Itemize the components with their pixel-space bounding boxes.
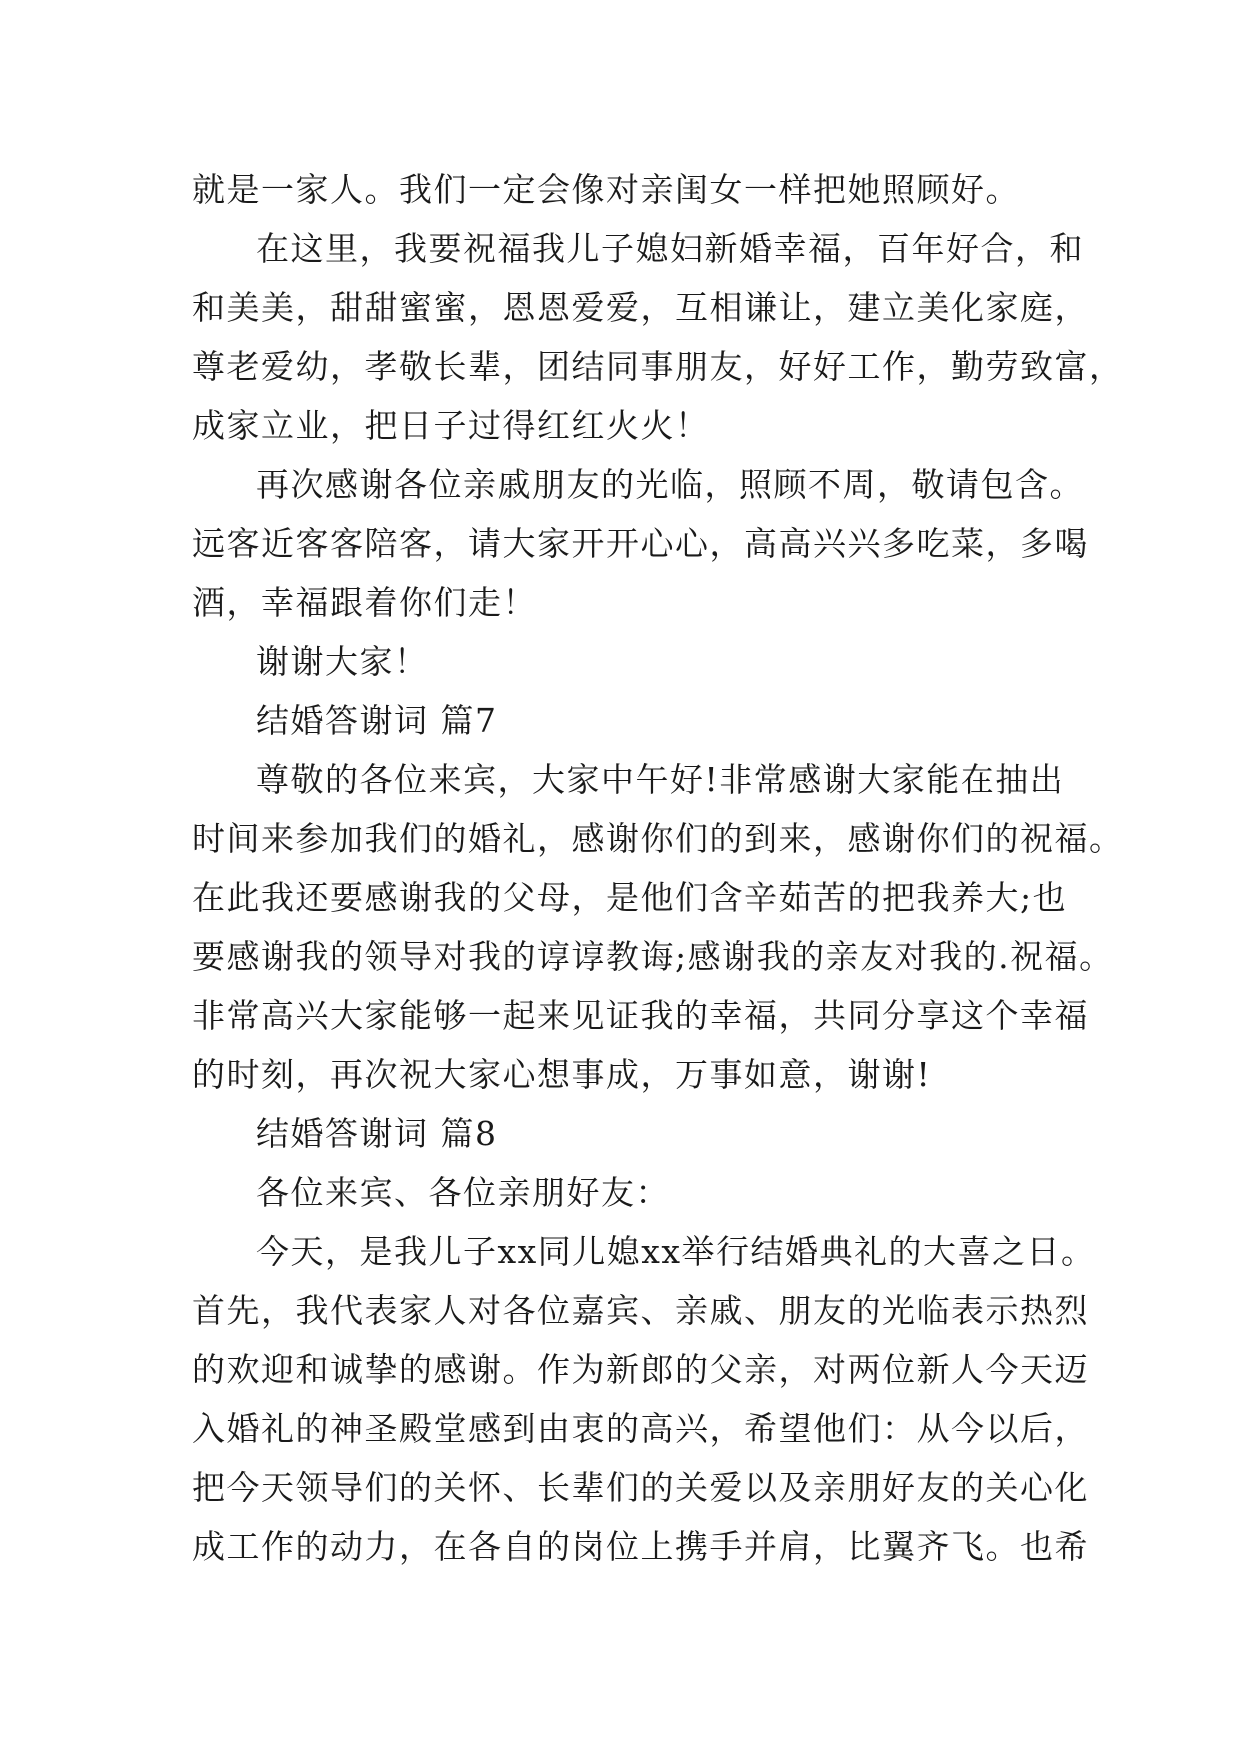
text-line: 时间来参加我们的婚礼，感谢你们的到来，感谢你们的祝福。 — [192, 819, 1124, 858]
section-heading-8: 结婚答谢词 篇8 — [256, 1114, 498, 1153]
text-line: 酒，幸福跟着你们走！ — [192, 583, 537, 622]
text-line: 首先，我代表家人对各位嘉宾、亲戚、朋友的光临表示热烈 — [192, 1291, 1089, 1330]
text-line: 要感谢我的领导对我的谆谆教诲;感谢我的亲友对我的.祝福。 — [192, 937, 1114, 976]
section-heading-7: 结婚答谢词 篇7 — [256, 701, 498, 740]
text-line: 成工作的动力，在各自的岗位上携手并肩，比翼齐飞。也希 — [192, 1527, 1089, 1566]
text-line: 尊老爱幼，孝敬长辈，团结同事朋友，好好工作，勤劳致富， — [192, 347, 1124, 386]
text-line: 非常高兴大家能够一起来见证我的幸福，共同分享这个幸福 — [192, 996, 1089, 1035]
text-line: 在此我还要感谢我的父母，是他们含辛茹苦的把我养大;也 — [192, 878, 1068, 917]
text-line: 就是一家人。我们一定会像对亲闺女一样把她照顾好。 — [192, 170, 1020, 209]
text-line: 远客近客客陪客，请大家开开心心，高高兴兴多吃菜，多喝 — [192, 524, 1089, 563]
text-line: 的时刻，再次祝大家心想事成，万事如意，谢谢! — [192, 1055, 932, 1094]
text-line: 尊敬的各位来宾，大家中午好!非常感谢大家能在抽出 — [256, 760, 1065, 799]
text-line: 把今天领导们的关怀、长辈们的关爱以及亲朋好友的关心化 — [192, 1468, 1089, 1507]
text-line: 入婚礼的神圣殿堂感到由衷的高兴，希望他们：从今以后， — [192, 1409, 1089, 1448]
text-line: 成家立业，把日子过得红红火火！ — [192, 406, 710, 445]
text-line: 谢谢大家！ — [256, 642, 429, 681]
text-line: 和美美，甜甜蜜蜜，恩恩爱爱，互相谦让，建立美化家庭， — [192, 288, 1089, 327]
text-line: 再次感谢各位亲戚朋友的光临，照顾不周，敬请包含。 — [256, 465, 1084, 504]
text-line: 今天，是我儿子xx同儿媳xx举行结婚典礼的大喜之日。 — [256, 1232, 1096, 1271]
text-line: 各位来宾、各位亲朋好友： — [256, 1173, 670, 1212]
text-line: 在这里，我要祝福我儿子媳妇新婚幸福，百年好合，和 — [256, 229, 1084, 268]
text-line: 的欢迎和诚挚的感谢。作为新郎的父亲，对两位新人今天迈 — [192, 1350, 1089, 1389]
body-text — [192, 160, 1124, 1576]
